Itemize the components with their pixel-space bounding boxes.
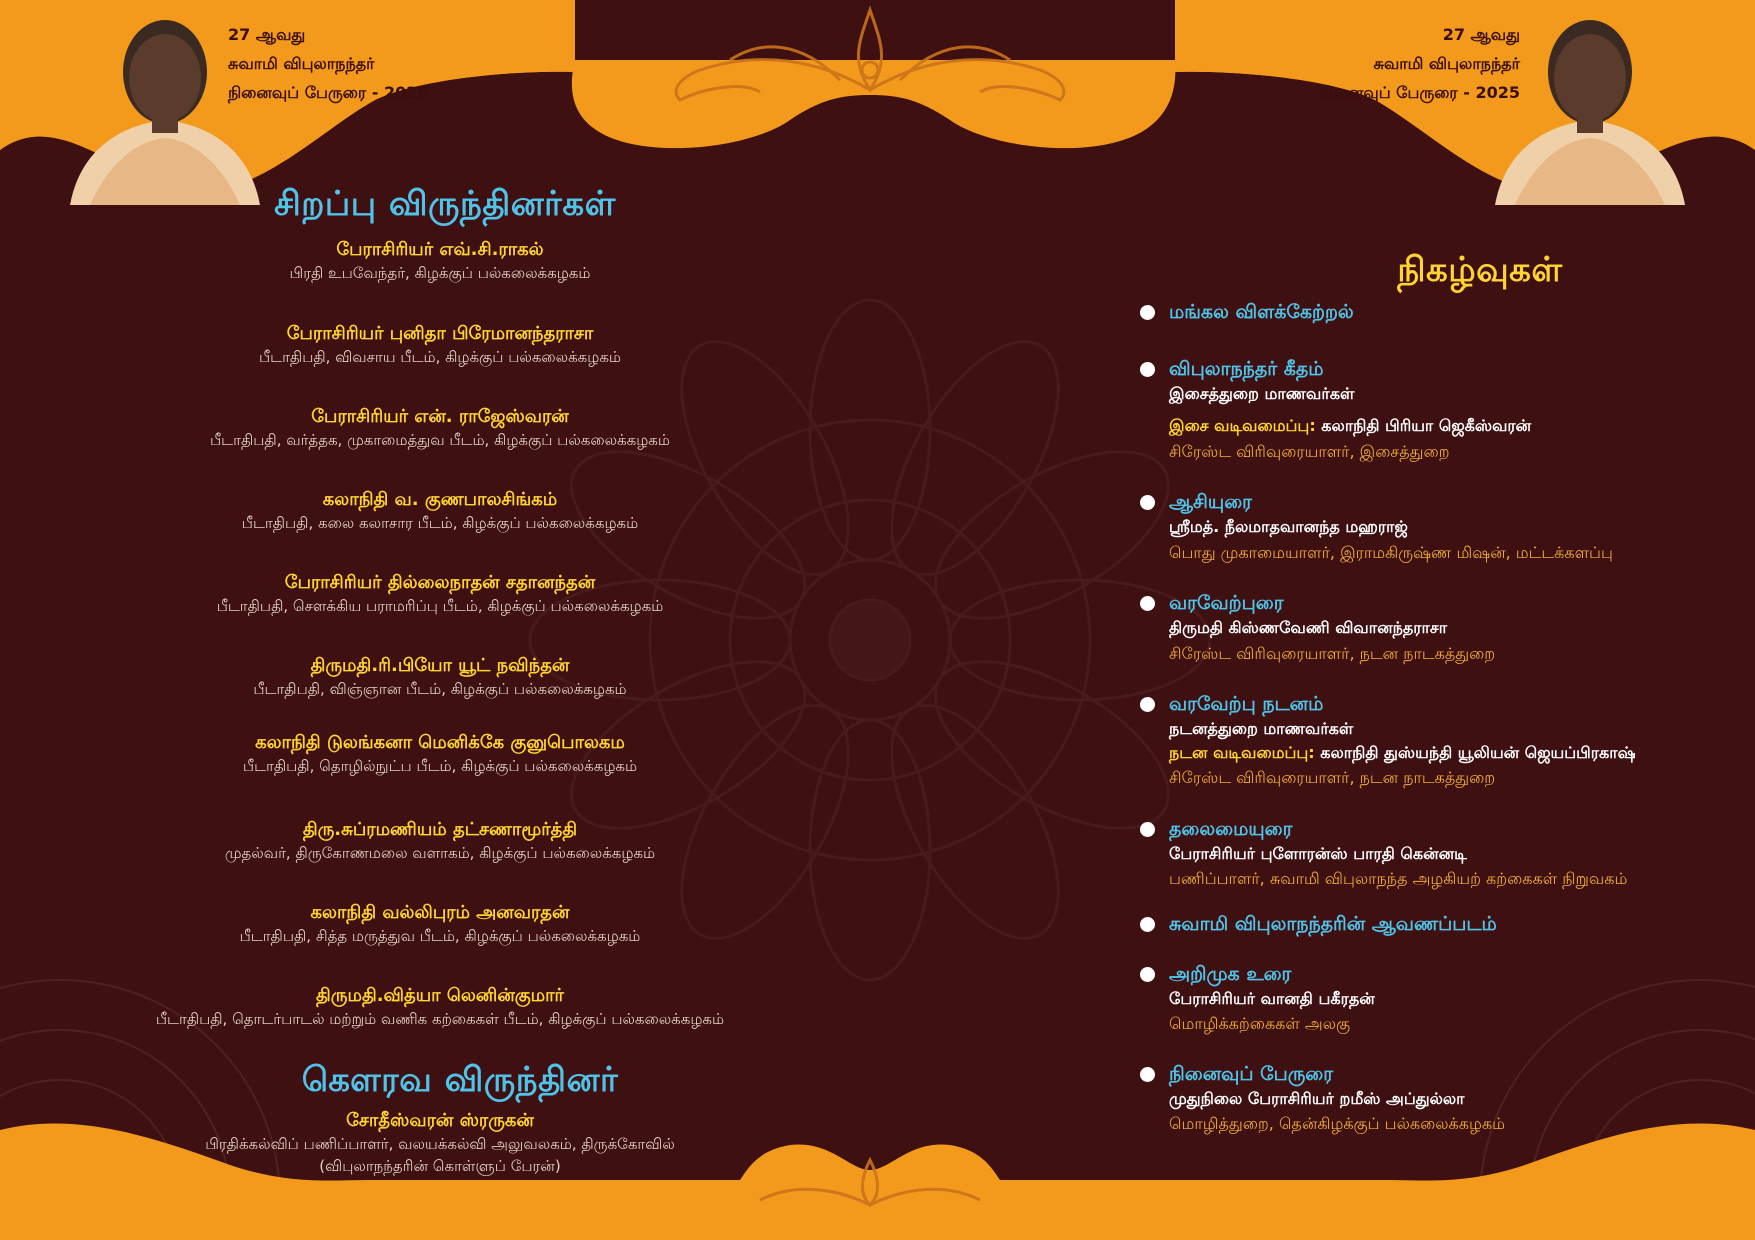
bullet-dot-icon	[1140, 362, 1155, 377]
guest-name: திருமதி.வித்யா லெனின்குமார்	[316, 985, 564, 1006]
guest-role: பீடாதிபதி, விஞ்ஞான பீடம், கிழக்குப் பல்கலைக்கழகம்	[253, 680, 627, 698]
guest-role: பீடாதிபதி, தொழில்நுட்ப பீடம், கிழக்குப் பல்கலைக்கழகம்	[242, 757, 638, 775]
event-credit	[1169, 742, 1636, 764]
header-right	[1290, 20, 1520, 107]
guest-name: பேராசிரியர் என். ராஜேஸ்வரன்	[311, 406, 569, 427]
honor-guest-name: சோதீஸ்வரன் ஸ்ரருகன்	[346, 1110, 534, 1131]
guest-name: பேராசிரியர் புனிதா பிரேமானந்தராசா	[286, 323, 594, 344]
events-title: நிகழ்வுகள்	[1397, 250, 1563, 290]
header-left-line: சுவாமி விபுலாநந்தர்	[228, 54, 375, 73]
credit-name: கலாநிதி துஸ்யந்தி யூலியன் ஜெயப்பிரகாஷ்	[1320, 743, 1636, 762]
event-performer: இசைத்துறை மாணவர்கள்	[1169, 384, 1355, 403]
honor-guest-role: பிரதிக்கல்விப் பணிப்பாளர், வலயக்கல்வி அலுவலகம், திருக்கோவில்	[205, 1135, 675, 1153]
guest-role: பீடாதிபதி, சித்த மருத்துவ பீடம், கிழக்குப் பல்கலைக்கழகம்	[239, 927, 641, 945]
header-right-line: சுவாமி விபுலாநந்தர்	[1373, 54, 1520, 73]
guest-entry	[110, 405, 770, 451]
event-designation: மொழித்துறை, தென்கிழக்குப் பல்கலைக்கழகம்	[1169, 1114, 1505, 1133]
portrait-photo-right	[1495, 10, 1685, 205]
guest-role: பீடாதிபதி, வர்த்தக, முகாமைத்துவ பீடம், கிழக்குப் பல்கலைக்கழகம்	[210, 431, 670, 449]
guest-name: பேராசிரியர் தில்லைநாதன் சதானந்தன்	[284, 572, 596, 593]
event-person: பேராசிரியர் புளோரன்ஸ் பாரதி கென்னடி	[1169, 844, 1467, 863]
guest-name: கலாநிதி டுலங்கனா மெனிக்கே குனுபொலகம	[255, 732, 625, 753]
guest-entry	[110, 571, 770, 617]
event-performer: நடனத்துறை மாணவர்கள்	[1169, 719, 1354, 738]
event-title: சுவாமி விபுலாநந்தரின் ஆவணப்படம்	[1169, 913, 1497, 935]
guest-name: பேராசிரியர் எவ்.சி.ராகல்	[336, 239, 544, 260]
guest-role: பீடாதிபதி, விவசாய பீடம், கிழக்குப் பல்கலைக்கழகம்	[258, 348, 622, 366]
header-right-line: 27 ஆவது	[1442, 25, 1520, 44]
guest-entry	[110, 984, 770, 1030]
event-designation: மொழிக்கற்கைகள் அலகு	[1169, 1014, 1351, 1033]
header-left	[228, 20, 429, 107]
guest-entry	[110, 731, 770, 777]
guest-role: பீடாதிபதி, சௌக்கிய பராமரிப்பு பீடம், கிழக்குப் பல்கலைக்கழகம்	[216, 597, 664, 615]
guest-entry	[110, 238, 770, 284]
bullet-dot-icon	[1140, 967, 1155, 982]
bullet-dot-icon	[1140, 822, 1155, 837]
event-title: விபுலாநந்தர் கீதம்	[1169, 358, 1324, 380]
guest-entry	[110, 901, 770, 947]
event-designation: சிரேஸ்ட விரிவுரையாளர், இசைத்துறை	[1169, 442, 1450, 461]
event-designation: பொது முகாமையாளர், இராமகிருஷ்ண மிஷன், மட்டக்களப்பு	[1169, 543, 1613, 562]
header-left-line: 27 ஆவது	[228, 25, 306, 44]
bullet-dot-icon	[1140, 596, 1155, 611]
guest-name: திரு.சுப்ரமணியம் தட்சணாமூர்த்தி	[302, 819, 578, 840]
guest-entry	[110, 654, 770, 700]
bullet-dot-icon	[1140, 305, 1155, 320]
event-title: அறிமுக உரை	[1169, 963, 1292, 985]
guest-role: பீடாதிபதி, தொடர்பாடல் மற்றும் வணிக கற்கைகள் பீடம், கிழக்குப் பல்கலைக்கழகம்	[155, 1010, 725, 1028]
event-title: வரவேற்பு நடனம்	[1169, 693, 1324, 715]
event-person: பேராசிரியர் வானதி பகீரதன்	[1169, 989, 1375, 1008]
event-designation: சிரேஸ்ட விரிவுரையாளர், நடன நாடகத்துறை	[1169, 644, 1496, 663]
guest-name: கலாநிதி வல்லிபுரம் அனவரதன்	[310, 902, 570, 923]
event-person: ஸ்ரீமத். நீலமாதவானந்த மஹராஜ்	[1169, 517, 1408, 536]
header-left-line: நினைவுப் பேருரை - 2025	[228, 83, 429, 102]
event-title: தலைமையுரை	[1169, 818, 1293, 840]
event-designation: பணிப்பாளர், சுவாமி விபுலாநந்த அழகியற் கற்கைகள் நிறுவகம்	[1169, 869, 1628, 888]
bullet-dot-icon	[1140, 697, 1155, 712]
event-designation: சிரேஸ்ட விரிவுரையாளர், நடன நாடகத்துறை	[1169, 768, 1496, 787]
credit-label: இசை வடிவமைப்பு:	[1169, 416, 1322, 435]
header-right-line: நினைவுப் பேருரை - 2025	[1319, 83, 1520, 102]
credit-label: நடன வடிவமைப்பு:	[1169, 743, 1321, 762]
event-person: முதுநிலை பேராசிரியர் றமீஸ் அப்துல்லா	[1169, 1089, 1465, 1108]
event-person: திருமதி கிஸ்ணவேணி விவானந்தராசா	[1169, 618, 1448, 637]
credit-name: கலாநிதி பிரியா ஜெகீஸ்வரன்	[1321, 416, 1532, 435]
guest-name: கலாநிதி வ. குணபாலசிங்கம்	[322, 489, 558, 510]
special-guests-title: சிறப்பு விருந்தினர்கள்	[274, 184, 616, 224]
guest-entry	[110, 818, 770, 864]
bullet-dot-icon	[1140, 1067, 1155, 1082]
event-title: மங்கல விளக்கேற்றல்	[1169, 301, 1354, 323]
guest-entry	[110, 488, 770, 534]
honor-guest-entry	[110, 1109, 770, 1177]
event-credit	[1169, 415, 1531, 437]
bullet-dot-icon	[1140, 917, 1155, 932]
event-title: நினைவுப் பேருரை	[1169, 1063, 1334, 1085]
guest-role: முதல்வர், திருகோணமலை வளாகம், கிழக்குப் பல்கலைக்கழகம்	[224, 844, 656, 862]
bullet-dot-icon	[1140, 495, 1155, 510]
event-title: ஆசியுரை	[1169, 491, 1252, 513]
honor-guest-note: (விபுலாநந்தரின் கொள்ளுப் பேரன்)	[319, 1157, 561, 1175]
guest-name: திருமதி.ரி.பியோ யூட் நவிந்தன்	[310, 655, 570, 676]
guest-entry	[110, 322, 770, 368]
guest-role: பிரதி உபவேந்தர், கிழக்குப் பல்கலைக்கழகம்	[289, 264, 591, 282]
guest-role: பீடாதிபதி, கலை கலாசார பீடம், கிழக்குப் பல்கலைக்கழகம்	[241, 514, 639, 532]
event-title: வரவேற்புரை	[1169, 592, 1284, 614]
honor-guest-title: கௌரவ விருந்தினர்	[301, 1060, 619, 1100]
